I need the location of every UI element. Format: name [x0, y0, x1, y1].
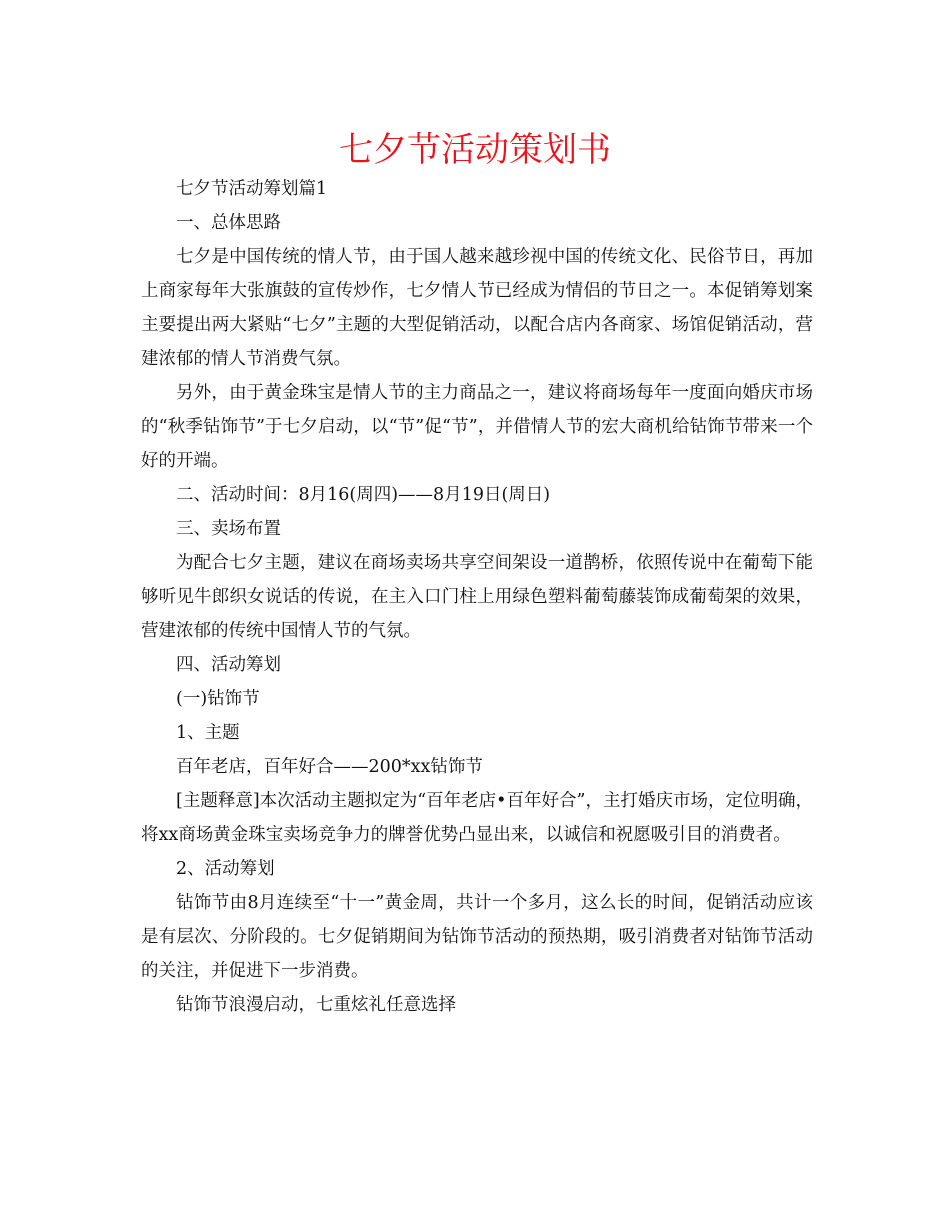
paragraph-diamond-festival-heading: (一)钻饰节 — [176, 689, 260, 709]
paragraph-store-layout-heading: 三、卖场布置 — [176, 519, 281, 539]
document-body — [141, 172, 813, 1022]
paragraph-overall-idea-heading: 一、总体思路 — [176, 213, 281, 233]
paragraph-theme-heading: 1、主题 — [176, 723, 240, 743]
paragraph-theme-explanation: [主题释意]本次活动主题拟定为“百年老店•百年好合”，主打婚庆市场，定位明确，将xx商场黄金珠宝卖场竞争力的牌誉优势凸显出来，以诚信和祝愿吸引目的消费者。 — [141, 791, 813, 845]
paragraph-jewelry-note: 另外，由于黄金珠宝是情人节的主力商品之一，建议将商场每年一度面向婚庆市场的“秋季钻饰节”于七夕启动，以“节”促“节”，并借情人节的宏大商机给钻饰节带来一个好的开端。 — [141, 383, 813, 471]
paragraph-theme: 百年老店，百年好合——200*xx钻饰节 — [176, 757, 483, 777]
paragraph-section-heading: 七夕节活动筹划篇1 — [176, 179, 328, 199]
paragraph-overall-idea: 七夕是中国传统的情人节，由于国人越来越珍视中国的传统文化、民俗节日，再加上商家每年大张旗鼓的宣传炒作，七夕情人节已经成为情侣的节日之一。本促销筹划案主要提出两大紧贴“七夕”主题的大型促销活动，以配合店内各商家、场馆促销活动，营建浓郁的情人节消费气氛。 — [141, 247, 813, 369]
paragraph-activity-time: 二、活动时间：8月16(周四)——8月19日(周日) — [176, 485, 551, 505]
paragraph-launch: 钻饰节浪漫启动，七重炫礼任意选择 — [176, 995, 456, 1015]
document-title: 七夕节活动策划书 — [339, 130, 611, 170]
paragraph-plan-heading: 2、活动筹划 — [176, 859, 275, 879]
paragraph-store-layout: 为配合七夕主题，建议在商场卖场共享空间架设一道鹊桥，依照传说中在葡萄下能够听见牛郎织女说话的传说，在主入口门柱上用绿色塑料葡萄藤装饰成葡萄架的效果，营建浓郁的传统中国情人节的气氛。 — [141, 553, 813, 641]
paragraph-plan-detail: 钻饰节由8月连续至“十一”黄金周，共计一个多月，这么长的时间，促销活动应该是有层次、分阶段的。七夕促销期间为钻饰节活动的预热期，吸引消费者对钻饰节活动的关注，并促进下一步消费。 — [141, 893, 813, 981]
paragraph-activity-plan-heading: 四、活动筹划 — [176, 655, 281, 675]
